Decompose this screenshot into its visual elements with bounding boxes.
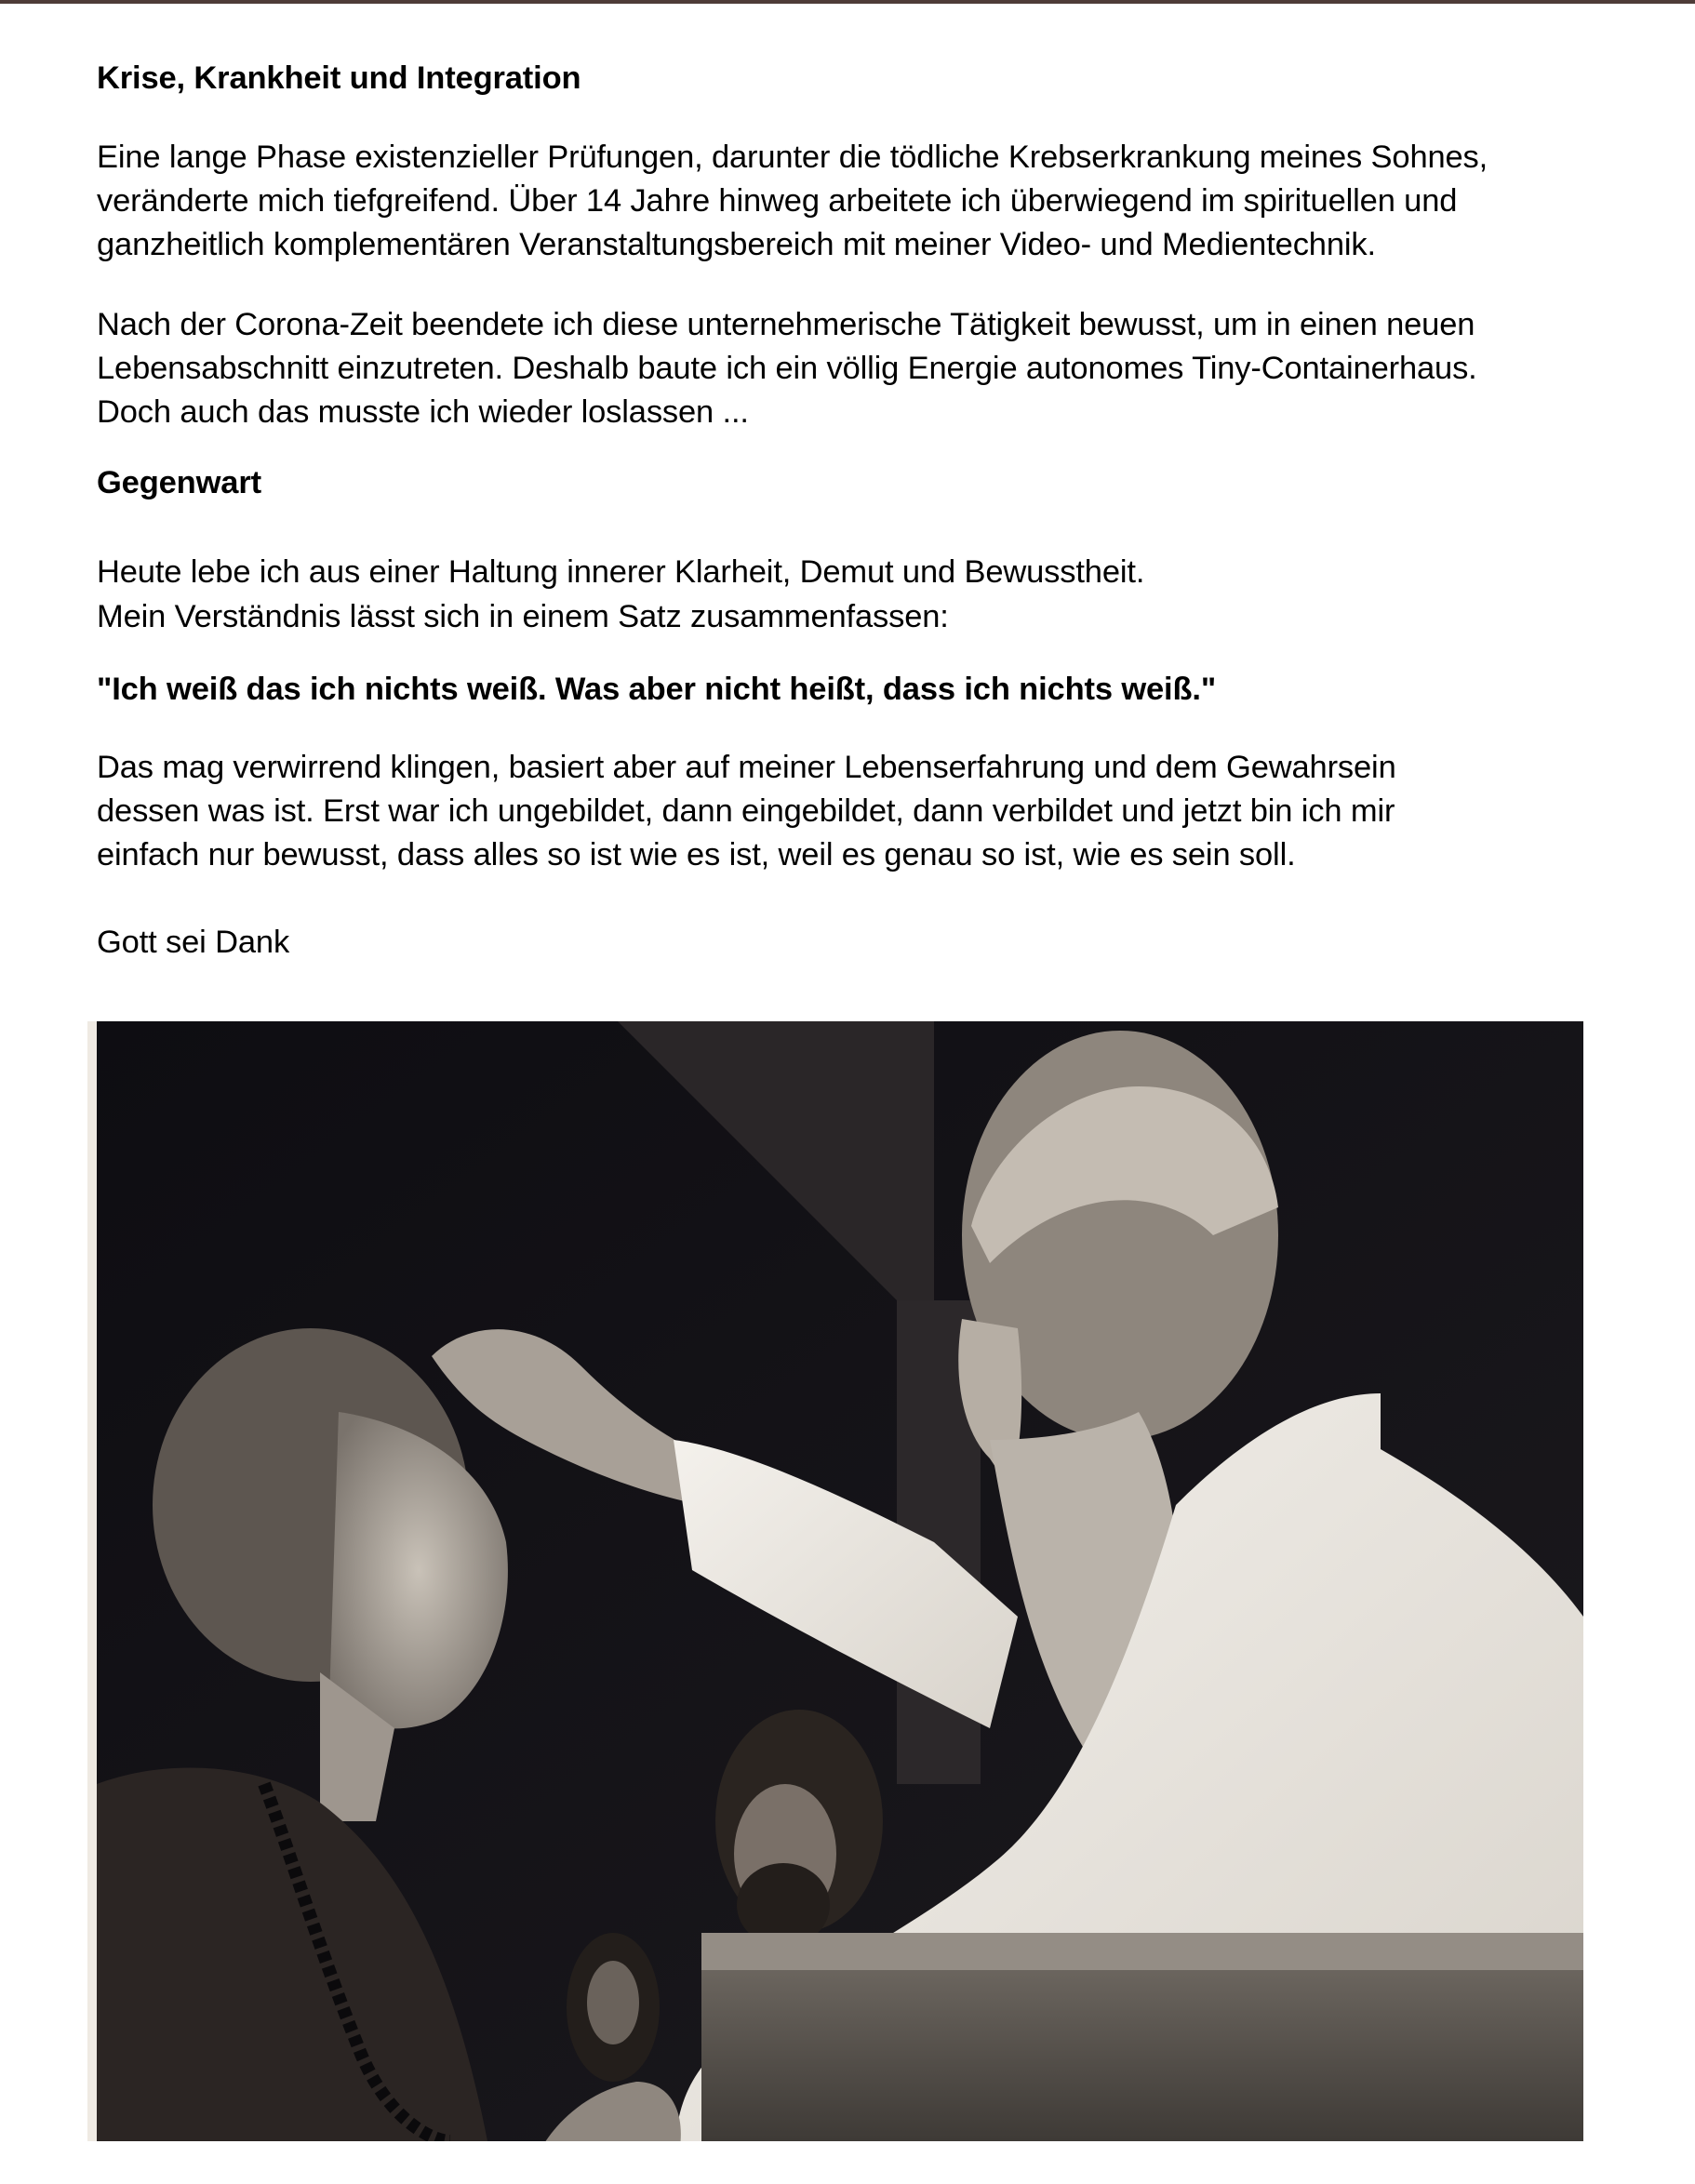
heading-crisis: Krise, Krankheit und Integration	[97, 60, 581, 96]
closing-line: Gott sei Dank	[97, 925, 290, 960]
text-line: Mein Verständnis lässt sich in einem Satz zusammenfassen:	[97, 599, 949, 634]
text-line: Eine lange Phase existenzieller Prüfungen, darunter die tödliche Krebserkrankung meines Sohnes,	[97, 140, 1488, 175]
text-line: Lebensabschnitt einzutreten. Deshalb baute ich ein völlig Energie autonomes Tiny-Containerhaus.	[97, 351, 1477, 386]
heading-present: Gegenwart	[97, 465, 261, 500]
photo-image	[97, 1021, 1583, 2141]
text-line: einfach nur bewusst, dass alles so ist wie es ist, weil es genau so ist, wie es sein soll.	[97, 837, 1296, 872]
text-line: Doch auch das musste ich wieder loslassen ...	[97, 394, 749, 430]
text-line: dessen was ist. Erst war ich ungebildet, dann eingebildet, dann verbildet und jetzt bin ich mir	[97, 793, 1395, 829]
text-line: veränderte mich tiefgreifend. Über 14 Jahre hinweg arbeitete ich überwiegend im spirituellen und	[97, 183, 1458, 219]
text-line: Nach der Corona-Zeit beendete ich diese unternehmerische Tätigkeit bewusst, um in einen neuen	[97, 307, 1475, 342]
text-line: Heute lebe ich aus einer Haltung innerer Klarheit, Demut und Bewusstheit.	[97, 554, 1145, 590]
text-line: Das mag verwirrend klingen, basiert aber auf meiner Lebenserfahrung und dem Gewahrsein	[97, 750, 1396, 785]
quote: "Ich weiß das ich nichts weiß. Was aber nicht heißt, dass ich nichts weiß."	[97, 672, 1217, 707]
text-line: ganzheitlich komplementären Veranstaltungsbereich mit meiner Video- und Medientechnik.	[97, 227, 1376, 262]
photo	[87, 1021, 1583, 2141]
top-bar	[0, 0, 1695, 4]
